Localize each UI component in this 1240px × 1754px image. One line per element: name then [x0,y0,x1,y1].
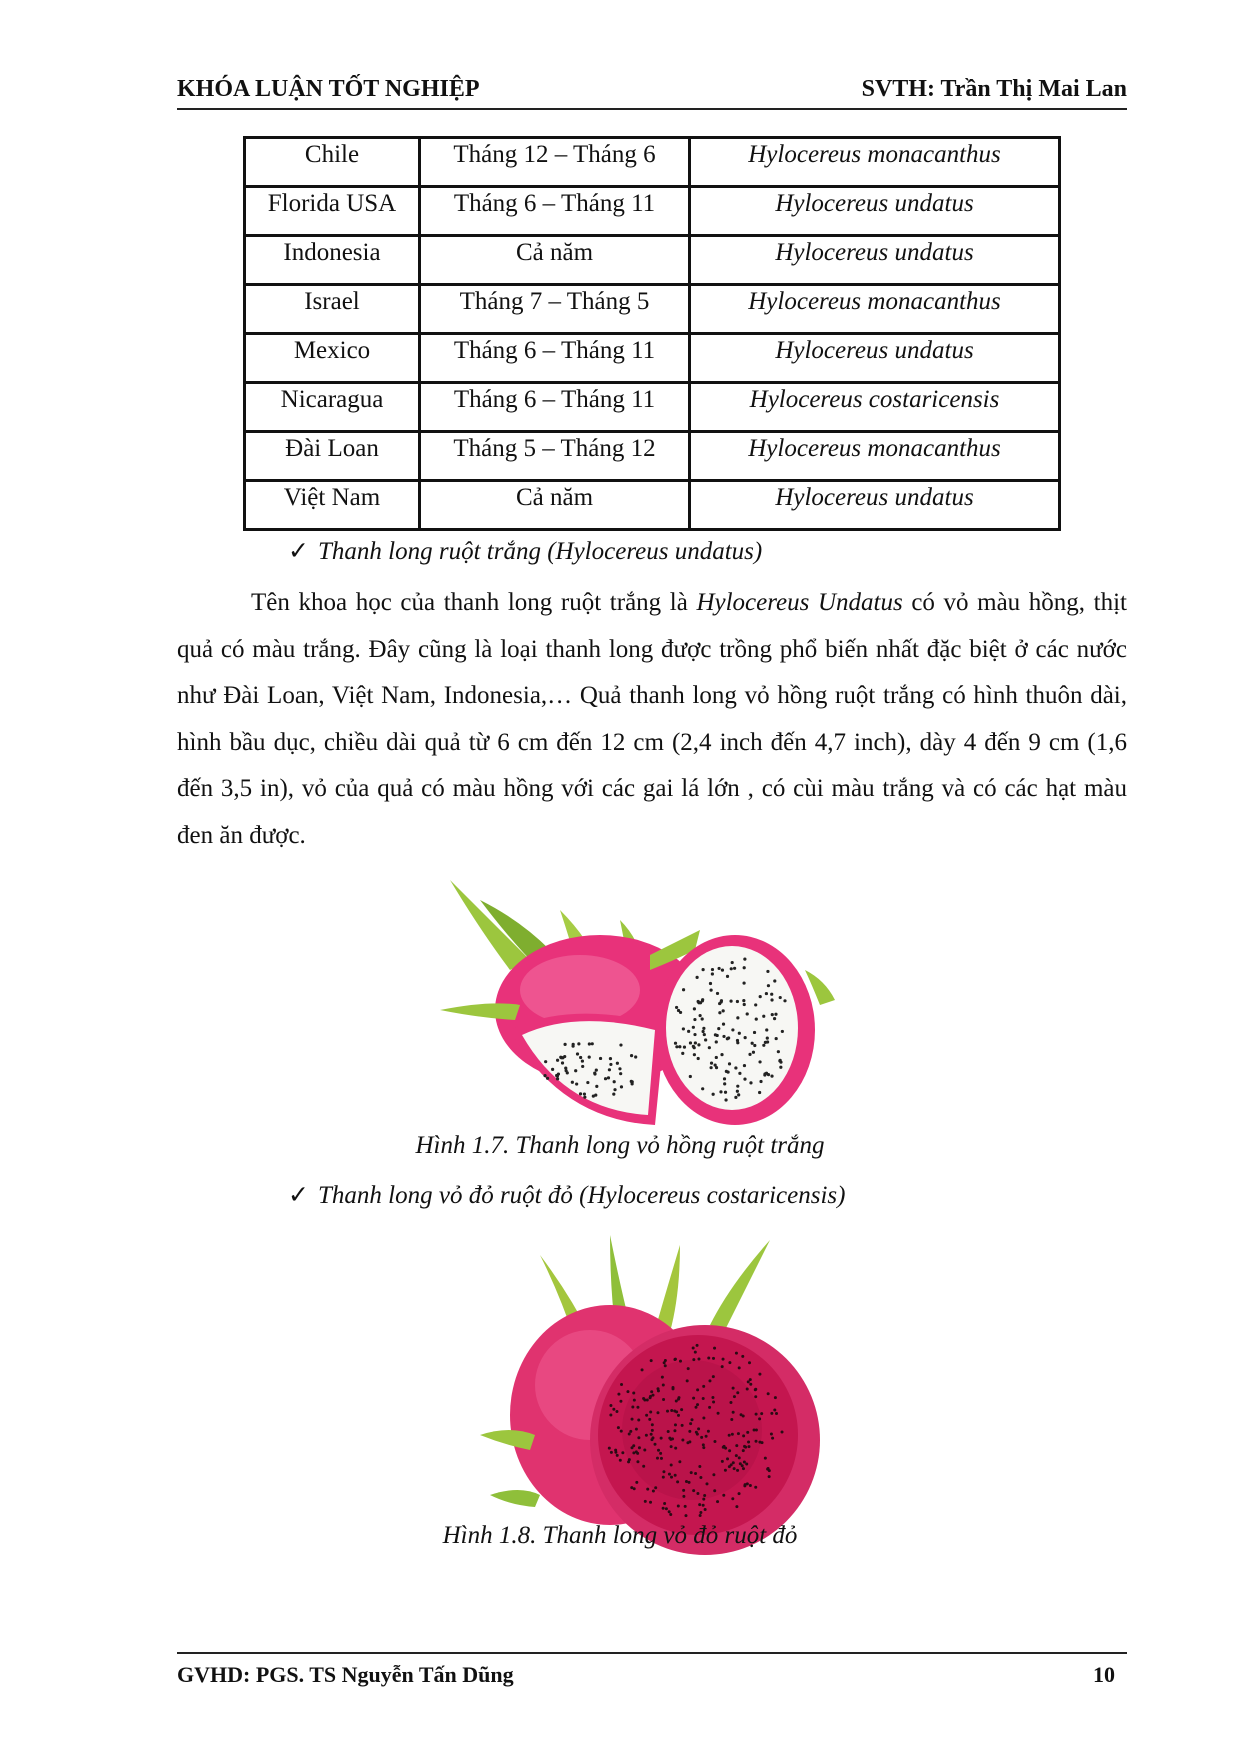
season-cell: Cả năm [420,481,690,530]
season-cell: Tháng 6 – Tháng 11 [420,383,690,432]
table-row [245,481,1060,530]
figure2-caption: Hình 1.8. Thanh long vỏ đỏ ruột đỏ [442,1522,798,1549]
checkmark-icon: ✓ [288,538,309,565]
species-cell: Hylocereus undatus [690,187,1060,236]
table-row [245,285,1060,334]
header-title: KHÓA LUẬN TỐT NGHIỆP [177,76,480,102]
figure-white-dragon-fruit [440,860,840,1130]
species-cell: Hylocereus costaricensis [690,383,1060,432]
table-row [245,383,1060,432]
table-row [245,138,1060,187]
country-cell: Đài Loan [245,432,420,481]
paragraph-text: Tên khoa học của thanh long ruột trắng là [251,589,697,616]
season-cell: Tháng 7 – Tháng 5 [420,285,690,334]
species-cell: Hylocereus monacanthus [690,432,1060,481]
figure-red-dragon-fruit [480,1235,840,1565]
bullet-white-flesh [288,536,762,566]
season-cell: Tháng 12 – Tháng 6 [420,138,690,187]
country-cell: Indonesia [245,236,420,285]
table-row [245,432,1060,481]
checkmark-icon: ✓ [288,1182,309,1209]
scientific-name: Hylocereus Undatus [696,589,903,616]
table-row [245,187,1060,236]
season-cell: Cả năm [420,236,690,285]
species-cell: Hylocereus undatus [690,236,1060,285]
table-row [245,236,1060,285]
species-cell: Hylocereus undatus [690,334,1060,383]
country-cell: Mexico [245,334,420,383]
page-header [177,68,1127,110]
origin-table [243,136,1061,531]
body-paragraph [177,580,1127,859]
country-cell: Việt Nam [245,481,420,530]
country-cell: Nicaragua [245,383,420,432]
bullet-red-flesh [288,1180,845,1210]
season-cell: Tháng 5 – Tháng 12 [420,432,690,481]
species-cell: Hylocereus monacanthus [690,138,1060,187]
paragraph-text-cont: có vỏ màu hồng, thịt quả có màu trắng. Đây cũng là loại thanh long được trồng phổ biến nhất đặc biệt ở các nước như Đài Loan, Việt Nam, Indonesia,… Quả thanh long vỏ hồng ruột trắng có hình thuôn dài, hình bầu dục, chiều dài quả từ 6 cm đến 12 cm (2,4 inch đến 4,7 inch), dày 4 đến 9 cm (1,6 đến 3,5 in), vỏ của quả có màu hồng với các gai lá lớn , có cùi màu trắng và có các hạt màu đen ăn được. [177,589,1127,849]
species-cell: Hylocereus monacanthus [690,285,1060,334]
country-cell: Chile [245,138,420,187]
season-cell: Tháng 6 – Tháng 11 [420,334,690,383]
footer-supervisor: GVHD: PGS. TS Nguyễn Tấn Dũng [177,1662,514,1687]
page-number: 10 [1093,1662,1115,1687]
bullet-text: Thanh long vỏ đỏ ruột đỏ (Hylocereus costaricensis) [318,1182,846,1209]
page-footer [177,1652,1127,1687]
table-row [245,334,1060,383]
country-cell: Florida USA [245,187,420,236]
header-author: SVTH: Trần Thị Mai Lan [861,76,1127,102]
season-cell: Tháng 6 – Tháng 11 [420,187,690,236]
figure1-caption: Hình 1.7. Thanh long vỏ hồng ruột trắng [415,1132,825,1159]
country-cell: Israel [245,285,420,334]
species-cell: Hylocereus undatus [690,481,1060,530]
bullet-text: Thanh long ruột trắng (Hylocereus undatus) [318,538,763,565]
